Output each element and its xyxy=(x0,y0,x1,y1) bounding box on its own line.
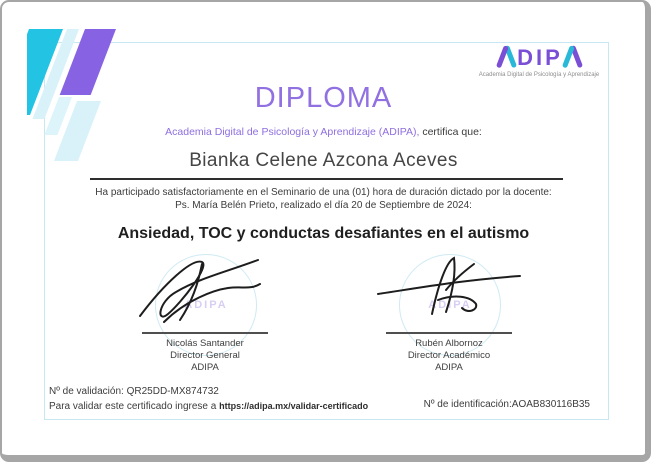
signatory-left-role: Director General xyxy=(170,350,240,361)
identification-info xyxy=(424,399,590,410)
adipa-logo-word xyxy=(477,45,601,69)
divider-rule xyxy=(90,178,563,180)
certify-line xyxy=(2,126,645,138)
logo-letter-d: D xyxy=(517,45,535,70)
validation-line xyxy=(49,384,368,399)
signature-line-right xyxy=(386,332,512,334)
diploma-title: DIPLOMA xyxy=(254,82,393,114)
identification-code: AOAB830116B35 xyxy=(511,399,590,410)
signature-scribble-left xyxy=(130,250,280,334)
watermark-text-right: ADIPA xyxy=(428,299,472,311)
signatory-right-role: Director Académico xyxy=(407,350,491,361)
validation-code: QR25DD-MX874732 xyxy=(126,386,219,397)
logo-letter-p: P xyxy=(545,45,561,70)
signatory-left xyxy=(120,338,290,374)
recipient-name: Bianka Celene Azcona Aceves xyxy=(189,150,458,171)
signatory-left-org: ADIPA xyxy=(191,362,219,373)
signatory-right-org: ADIPA xyxy=(435,362,463,373)
logo-a2-right-stroke xyxy=(562,45,574,68)
validation-label: Nº de validación: xyxy=(49,386,124,397)
logo-letter-a-last xyxy=(562,46,582,69)
course-title: Ansiedad, TOC y conductas desafiantes en el autismo xyxy=(117,225,530,242)
signature-line-left xyxy=(142,332,268,334)
validate-url: https://adipa.mx/validar-certificado xyxy=(219,401,369,411)
validate-instruction: Para validar este certificado ingrese a xyxy=(49,401,220,412)
participation-line-2: Ps. María Belén Prieto, realizado el día 20 de Septiembre de 2024: xyxy=(175,200,472,211)
signatory-left-name: Nicolás Santander xyxy=(166,338,244,349)
validate-instruction-line xyxy=(49,399,368,414)
logo-letter-i: I xyxy=(536,45,544,70)
logo-tagline: Academia Digital de Psicología y Aprendizaje xyxy=(478,72,600,78)
certify-issuer: Academia Digital de Psicología y Aprendizaje (ADIPA), xyxy=(165,126,420,138)
signatory-right xyxy=(364,338,534,374)
participation-line-1: Ha participado satisfactoriamente en el Seminario de una (01) hora de duración dictado por la docente: xyxy=(95,187,552,198)
participation-text xyxy=(2,186,645,212)
identification-label: Nº de identificación: xyxy=(423,399,512,410)
certify-suffix: certifica que: xyxy=(419,126,482,138)
signatory-right-name: Rubén Albornoz xyxy=(415,338,483,349)
logo-letter-a-first xyxy=(496,46,516,69)
logo-a-right-stroke xyxy=(496,45,508,68)
validation-info xyxy=(49,384,368,414)
watermark-text-left: ADIPA xyxy=(184,299,228,311)
signature-scribble-right xyxy=(374,250,524,334)
adipa-logo xyxy=(477,45,601,78)
